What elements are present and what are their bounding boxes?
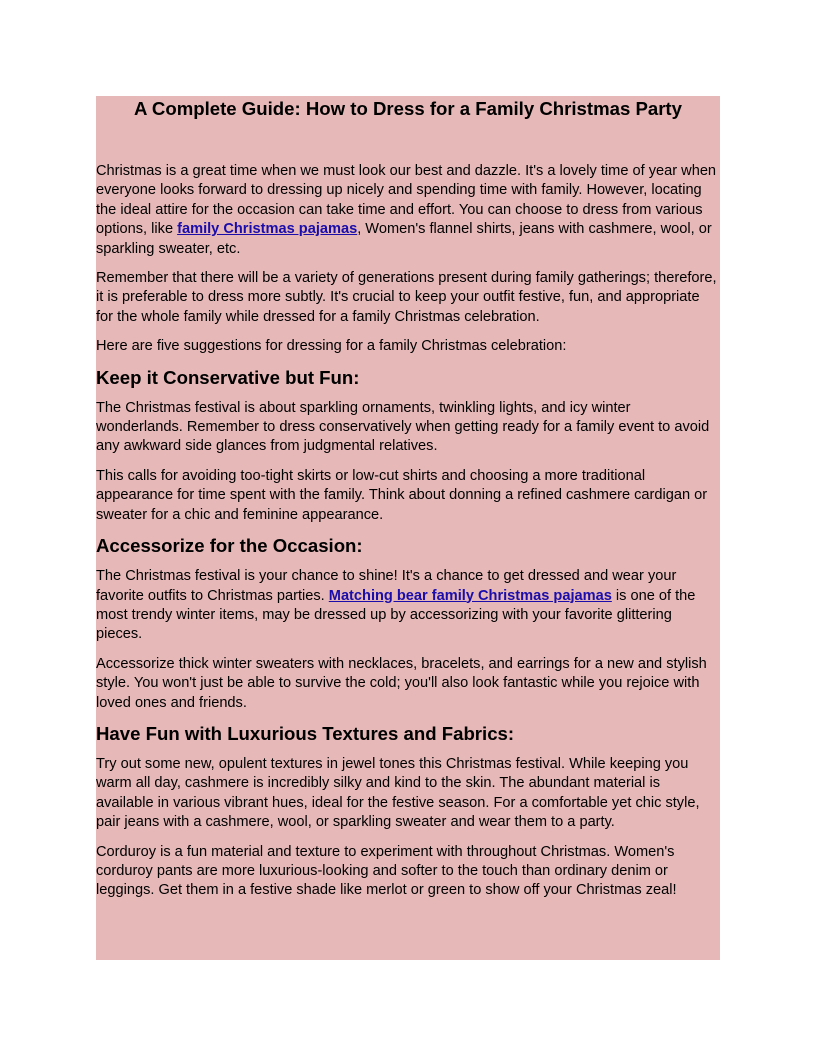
page-title: A Complete Guide: How to Dress for a Family Christmas Party — [134, 98, 682, 119]
intro-paragraph-3: Here are five suggestions for dressing for a family Christmas celebration: — [96, 338, 567, 355]
section-heading-textures: Have Fun with Luxurious Textures and Fabrics: — [96, 722, 515, 744]
accessorize-text-before: The Christmas festival is your chance to shine! It's a chance to get dressed and wear your favorite outfits to Christmas parties. — [96, 568, 677, 604]
article-content — [96, 96, 720, 960]
section-heading-accessorize: Accessorize for the Occasion: — [96, 535, 363, 557]
intro-text-after: , Women's flannel shirts, jeans with cashmere, wool, or sparkling sweater, etc. — [96, 221, 712, 257]
section-heading-conservative: Keep it Conservative but Fun: — [96, 366, 360, 388]
family-christmas-pajamas-link[interactable]: family Christmas pajamas — [177, 221, 358, 238]
textures-paragraph-1: Try out some new, opulent textures in jewel tones this Christmas festival. While keeping you warm all day, cashmere is incredibly silky and kind to the skin. The abundant material is available in various vibrant hues, ideal for the festive season. For a comfortable yet chic style, pair jeans with a cashmere, wool, or sparkling sweater and wear them to a party. — [96, 755, 700, 831]
intro-text-before: Christmas is a great time when we must look our best and dazzle. It's a lovely time of year when everyone looks forward to dressing up nicely and spending time with family. However, locating the ideal attire for the occasion can take time and effort. You can choose to dress from various options, like — [96, 163, 717, 238]
accessorize-text-after: is one of the most trendy winter items, may be dressed up by accessorizing with your favorite glittering pieces. — [96, 587, 696, 643]
conservative-paragraph-2: This calls for avoiding too-tight skirts or low-cut shirts and choosing a more traditional appearance for time spent with the family. Think about donning a refined cashmere cardigan or sweater for a chic and feminine appearance. — [96, 467, 708, 523]
textures-paragraph-2: Corduroy is a fun material and texture to experiment with throughout Christmas. Women's corduroy pants are more luxurious-looking and softer to the touch than ordinary denim or leggings. Get them in a festive shade like merlot or green to show off your Christmas zeal! — [96, 843, 677, 899]
conservative-paragraph-1: The Christmas festival is about sparkling ornaments, twinkling lights, and icy winter wonderlands. Remember to dress conservatively when getting ready for a family event to avoid any awkward side glances from judgmental relatives. — [96, 399, 710, 455]
intro-paragraph-2: Remember that there will be a variety of generations present during family gatherings; therefore, it is preferable to dress more subtly. It's crucial to keep your outfit festive, fun, and appropriate for the whole family while dressed for a family Christmas celebration. — [96, 270, 717, 325]
accessorize-paragraph-2: Accessorize thick winter sweaters with necklaces, bracelets, and earrings for a new and stylish style. You won't just be able to survive the cold; you'll also look fantastic while you rejoice with loved ones and friends. — [96, 655, 707, 711]
intro-paragraph-1 — [96, 162, 720, 259]
matching-bear-pajamas-link[interactable]: Matching bear family Christmas pajamas — [328, 587, 612, 604]
accessorize-paragraph-1 — [96, 567, 720, 645]
